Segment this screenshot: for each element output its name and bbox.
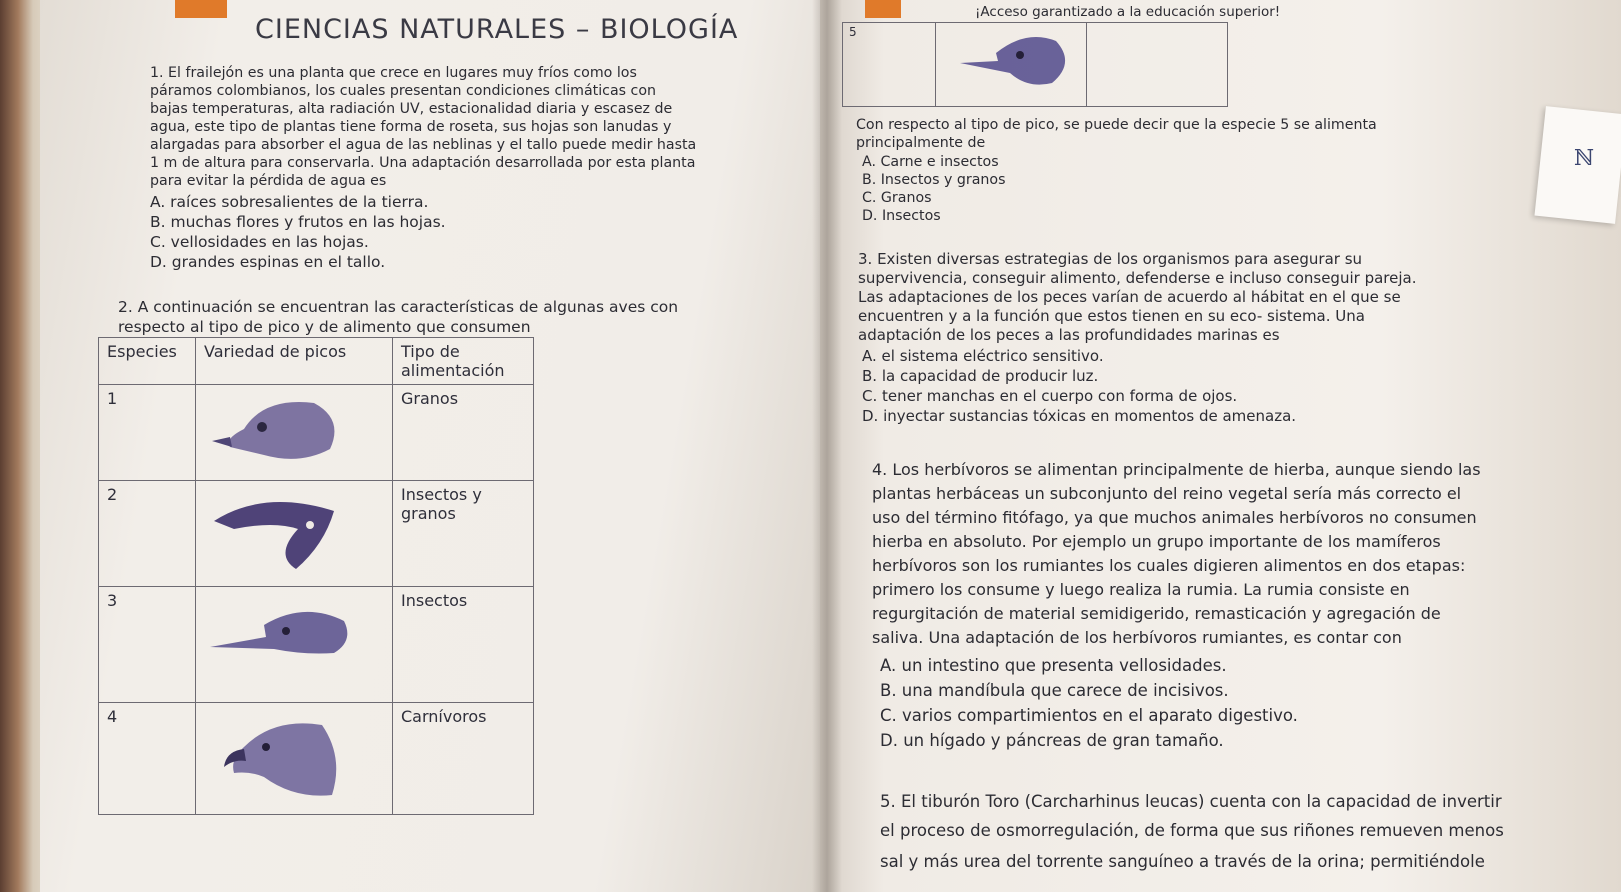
food-type: Carnívoros	[393, 703, 534, 815]
header-picos: Variedad de picos	[196, 338, 393, 385]
birds-table-continued	[842, 22, 1228, 107]
table-row	[99, 703, 534, 815]
q4-option: B. una mandíbula que carece de incisivos.	[880, 681, 1229, 700]
header-tab-right	[865, 0, 901, 18]
bird-5-icon	[936, 23, 1086, 103]
species-number: 4	[99, 703, 196, 815]
bird-2-icon	[204, 485, 354, 575]
q5-line: sal y más urea del torrente sanguíneo a través de la orina; permitiéndole	[880, 852, 1485, 871]
q4-line: regurgitación de material semidigerido, remasticación y agregación de	[872, 604, 1441, 623]
beak-illustration	[196, 481, 393, 587]
q3-option: B. la capacidad de producir luz.	[862, 367, 1099, 385]
q2-question: principalmente de	[856, 135, 986, 151]
q2-line: respecto al tipo de pico y de alimento que consumen	[118, 318, 531, 336]
q1-line: 1. El frailejón es una planta que crece en lugares muy fríos como los	[150, 65, 637, 81]
beak-illustration	[196, 587, 393, 703]
bird-3-icon	[204, 591, 364, 681]
header-tab	[175, 0, 227, 18]
species-number: 1	[99, 385, 196, 481]
q4-line: 4. Los herbívoros se alimentan principalmente de hierba, aunque siendo las	[872, 460, 1481, 479]
q3-option: C. tener manchas en el cuerpo con forma de ojos.	[862, 387, 1238, 405]
q2-option: A. Carne e insectos	[862, 154, 999, 170]
q3-line: supervivencia, conseguir alimento, defenderse e incluso conseguir pareja.	[858, 269, 1417, 287]
birds-table	[98, 337, 534, 815]
food-type: Insectos	[393, 587, 534, 703]
species-number: 3	[99, 587, 196, 703]
q2-question: Con respecto al tipo de pico, se puede decir que la especie 5 se alimenta	[856, 117, 1377, 133]
q5-line: 5. El tiburón Toro (Carcharhinus leucas) cuenta con la capacidad de invertir	[880, 792, 1502, 811]
header-alimentacion: Tipo de alimentación	[393, 338, 534, 385]
q1-line: páramos colombianos, los cuales presentan condiciones climáticas con	[150, 83, 657, 99]
q3-line: Las adaptaciones de los peces varían de acuerdo al hábitat en el que se	[858, 288, 1401, 306]
q1-option: C. vellosidades en las hojas.	[150, 233, 369, 251]
page-title: CIENCIAS NATURALES – BIOLOGÍA	[255, 14, 739, 45]
q3-line: 3. Existen diversas estrategias de los organismos para asegurar su	[858, 250, 1363, 268]
food-type: Granos	[393, 385, 534, 481]
table-row	[99, 385, 534, 481]
species-number: 2	[99, 481, 196, 587]
beak-illustration	[936, 23, 1087, 107]
page-fold	[812, 0, 842, 892]
q3-line: adaptación de los peces a las profundidades marinas es	[858, 326, 1280, 344]
beak-illustration	[196, 385, 393, 481]
q1-line: 1 m de altura para conservarla. Una adaptación desarrollada por esta planta	[150, 155, 696, 171]
q3-line: encuentren y a la función que estos tienen en su eco- sistema. Una	[858, 307, 1365, 325]
table-row	[843, 23, 1228, 107]
q4-line: primero los consume y luego realiza la rumia. La rumia consiste en	[872, 580, 1410, 599]
q4-line: hierba en absoluto. Por ejemplo un grupo importante de los mamíferos	[872, 532, 1441, 551]
species-number: 5	[843, 23, 936, 107]
q4-option: D. un hígado y páncreas de gran tamaño.	[880, 731, 1224, 750]
q1-option: D. grandes espinas en el tallo.	[150, 253, 386, 271]
q3-option: A. el sistema eléctrico sensitivo.	[862, 347, 1104, 365]
q4-option: A. un intestino que presenta vellosidades.	[880, 656, 1227, 675]
q1-line: agua, este tipo de plantas tiene forma de roseta, sus hojas son lanudas y	[150, 119, 672, 135]
q5-line: el proceso de osmorregulación, de forma que sus riñones remueven menos	[880, 821, 1504, 840]
q2-option: D. Insectos	[862, 208, 941, 224]
q4-line: plantas herbáceas un subconjunto del reino vegetal sería más correcto el	[872, 484, 1462, 503]
q1-option: A. raíces sobresalientes de la tierra.	[150, 193, 429, 211]
q1-line: alargadas para absorber el agua de las neblinas y el tallo puede medir hasta	[150, 137, 697, 153]
table-row	[99, 481, 534, 587]
bird-1-icon	[204, 389, 354, 469]
q4-line: uso del término fitófago, ya que muchos animales herbívoros no consumen	[872, 508, 1477, 527]
q4-line: saliva. Una adaptación de los herbívoros rumiantes, es contar con	[872, 628, 1402, 647]
banner-text: ¡Acceso garantizado a la educación superior!	[975, 4, 1281, 20]
bird-4-icon	[204, 707, 354, 802]
beak-illustration	[196, 703, 393, 815]
q1-option: B. muchas flores y frutos en las hojas.	[150, 213, 446, 231]
table-row	[99, 587, 534, 703]
q4-line: herbívoros son los rumiantes los cuales digieren alimentos en dos etapas:	[872, 556, 1466, 575]
food-type-empty	[1087, 23, 1228, 107]
q4-option: C. varios compartimientos en el aparato digestivo.	[880, 706, 1298, 725]
header-especies: Especies	[99, 338, 196, 385]
handwriting-mark: ℕ	[1574, 146, 1595, 171]
q3-option: D. inyectar sustancias tóxicas en momentos de amenaza.	[862, 407, 1297, 425]
q2-option: C. Granos	[862, 190, 932, 206]
q2-option: B. Insectos y granos	[862, 172, 1006, 188]
q2-line: 2. A continuación se encuentran las características de algunas aves con	[118, 298, 679, 316]
food-type: Insectos y granos	[393, 481, 534, 587]
q1-line: para evitar la pérdida de agua es	[150, 173, 387, 189]
q1-line: bajas temperaturas, alta radiación UV, estacionalidad diaria y escasez de	[150, 101, 673, 117]
